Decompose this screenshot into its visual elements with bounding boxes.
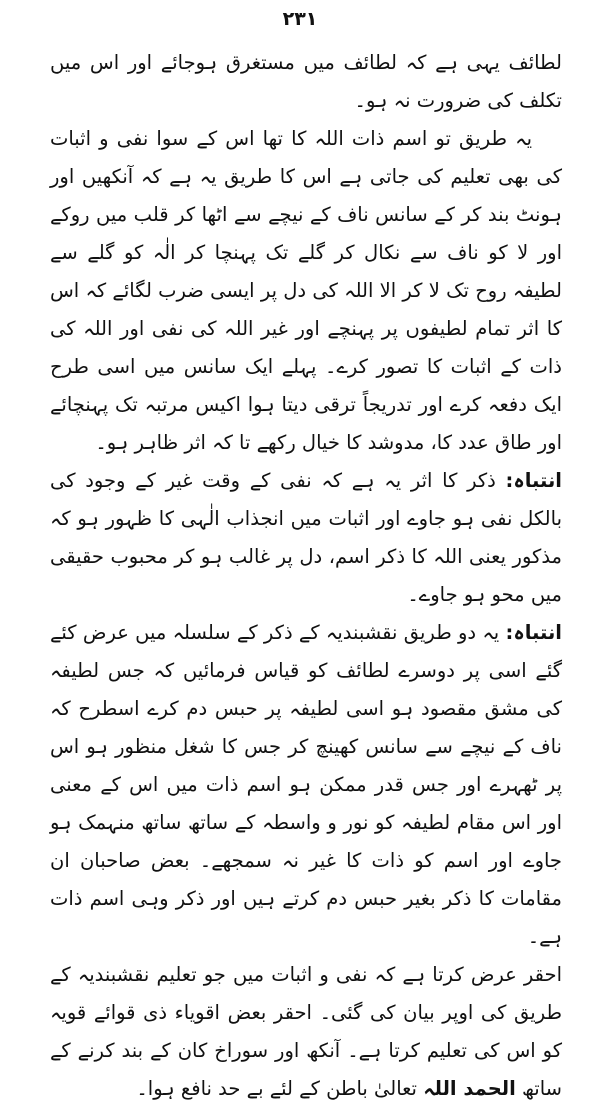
page-number: ۲۳۱ xyxy=(282,8,318,30)
paragraph-text: لطائف یہی ہے کہ لطائف میں مستغرق ہوجائے اور اس میں تکلف کی ضرورت نہ ہو۔ xyxy=(50,51,562,112)
paragraph-text: یہ طریق تو اسم ذات اللہ کا تھا اس کے سوا نفی و اثبات کی بھی تعلیم کی جاتی ہے اس کا طریق یہ ہے کہ آنکھیں اور ہونٹ بند کر کے سانس ناف کے نیچے سے اٹھا کر قلب میں روکے اور لا کو ناف سے نکال کر گلے تک پہنچا کر الٰہ کو گلے سے لطیفہ روح تک لا کر الا اللہ کی دل پر ایسی ضرب لگائے کہ اس کا اثر تمام لطیفوں پر پہنچے اور غیر اللہ کی نفی اور اللہ کی ذات کے اثبات کا تصور کرے۔ پہلے ایک سانس میں اسی طرح ایک دفعہ کرے اور تدریجاً ترقی دیتا ہوا اکیس مرتبہ تک پہنچائے اور طاق عدد کا، مدوشد کا خیال رکھے تا کہ اثر ظاہر ہو۔ xyxy=(50,127,562,454)
alhamdulillah-phrase: الحمد اللہ xyxy=(423,1077,516,1100)
paragraph-text: تعالیٰ باطن کے لئے بے حد نافع ہوا۔ xyxy=(136,1077,417,1100)
notice-label: انتباہ: xyxy=(505,469,562,492)
paragraph-1 xyxy=(50,44,562,120)
paragraph-text: احقر عرض کرتا ہے کہ نفی و اثبات میں جو تعلیم نقشبندیہ کے طریق کی اوپر بیان کی گئی۔ احقر بعض اقویاء ذی قوائے قویہ کو اس کی تعلیم کرتا ہے۔ آنکھ اور سوراخ کان کے بند کرنے کے ساتھ xyxy=(50,963,562,1100)
notice-label: انتباہ: xyxy=(505,621,562,644)
paragraph-text: یہ دو طریق نقشبندیہ کے ذکر کے سلسلہ میں عرض کئے گئے اسی پر دوسرے لطائف کو قیاس فرمائیں کہ جس لطیفہ کی مشق مقصود ہو اسی لطیفہ پر حبس دم کرے اسطرح کہ ناف کے نیچے سے سانس کھینچ کر جس کا شغل منظور ہو اس پر ٹھہرے اور جس قدر ممکن ہو اسم ذات میں اس کے معنی اور اس مقام لطیفہ کو نور و واسطہ کے ساتھ ساتھ منہمک ہو جاوے اور اسم کو ذات کا غیر نہ سمجھے۔ بعض صاحبان ان مقامات کا ذکر بغیر حبس دم کرتے ہیں اور ذکر وہی اسم ذات ہے۔ xyxy=(50,621,562,948)
page-text xyxy=(50,44,562,1108)
paragraph-4-notice xyxy=(50,614,562,956)
paragraph-3-notice xyxy=(50,462,562,614)
paragraph-5 xyxy=(50,956,562,1108)
paragraph-2 xyxy=(50,120,562,462)
paragraph-text: ذکر کا اثر یہ ہے کہ نفی کے وقت غیر کے وجود کی بالکل نفی ہو جاوے اور اثبات میں انجذاب الٰہی کا ظہور ہو کہ مذکور یعنی اللہ کا ذکر اسم، دل پر غالب ہو کر محبوب حقیقی میں محو ہو جاوے۔ xyxy=(50,469,562,606)
